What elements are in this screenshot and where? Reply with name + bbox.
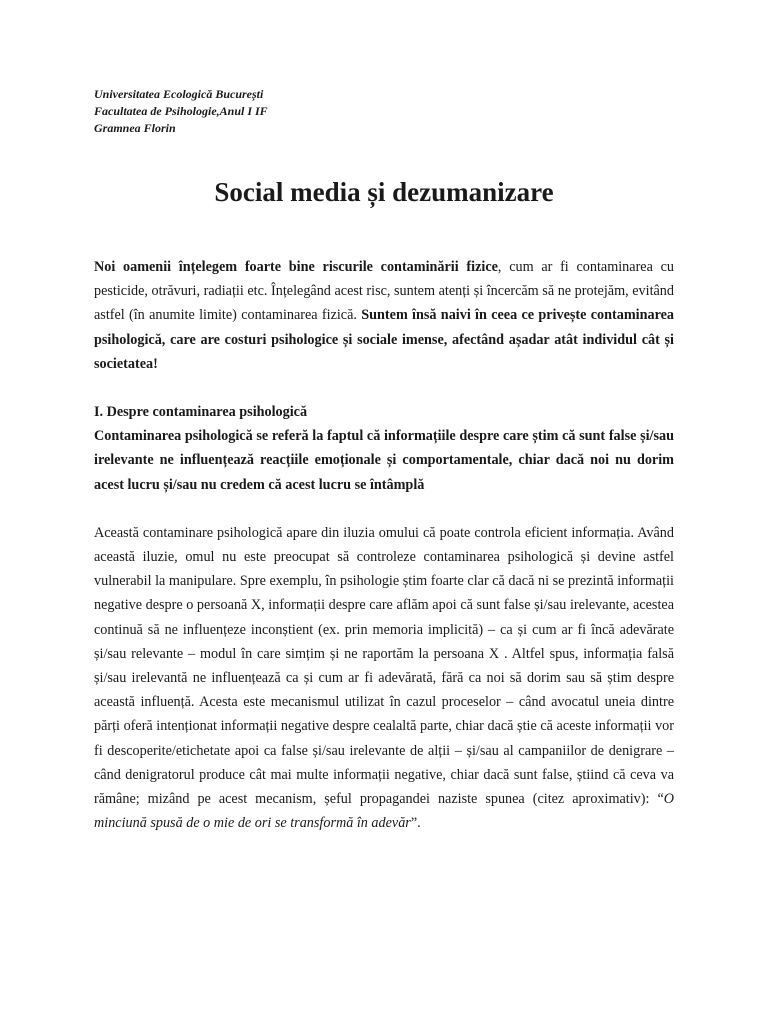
definition-paragraph bbox=[94, 424, 674, 497]
document-body bbox=[94, 255, 674, 835]
document-title: Social media și dezumanizare bbox=[214, 177, 554, 207]
author-name: Gramnea Florin bbox=[94, 121, 176, 135]
body-paragraph bbox=[94, 521, 674, 836]
intro-bold-tail: Suntem însă naivi în ceea ce privește contaminarea psihologică, care are costuri psihologice și sociale imense, afectând așadar atât individul cât și societatea! bbox=[94, 307, 674, 372]
intro-bold-lead: Noi oamenii înțelegem foarte bine riscurile contaminării fizice bbox=[94, 259, 498, 275]
quote-text: O minciună spusă de o mie de ori se transformă în adevăr bbox=[94, 791, 674, 832]
document-header bbox=[94, 86, 594, 137]
university-name: Universitatea Ecologică București bbox=[94, 87, 264, 101]
intro-paragraph bbox=[94, 255, 674, 376]
body-paragraph-text: Această contaminare psihologică apare din iluzia omului că poate controla eficient informația. Având această iluzie, omul nu este preocupat să controleze contaminarea psihologică și devine astfel vulnerabil la manipulare. Spre exemplu, în psihologie știm foarte clar că dacă ni se prezintă informații negative despre o persoană X, informații despre care aflăm apoi că sunt false și/sau irelevante, acestea continuă să ne influențeze inconștient (ex. prin memoria implicită) – ca și cum ar fi încă adevărate și/sau relevante – modul în care simțim și ne raportăm la persoana X . Altfel spus, informația falsă și/sau irelevantă ne influențează ca și cum ar fi adevărată, fără ca noi să dorim sau să știm despre această influență. Acesta este mecanismul utilizat în cazul proceselor – când avocatul uneia dintre părți oferă intenționat informații negative despre cealaltă parte, chiar dacă știe că aceste informații vor fi descoperite/etichetate apoi ca false și/sau irelevante de alții – și/sau al campaniilor de denigrare – când denigratorul produce cât mai multe informații negative, chiar dacă sunt false, știind că ceva va rămâne; mizând pe acest mecanism, șeful propagandei naziste spunea (citez aproximativ): “ bbox=[94, 524, 674, 808]
quote-end: ”. bbox=[410, 815, 421, 832]
faculty-name: Facultatea de Psihologie,Anul I IF bbox=[94, 104, 268, 118]
intro-text: , cum ar fi contaminarea cu pesticide, otrăvuri, radiații etc. Înțelegând acest risc, suntem atenți și încercăm să ne protejăm, evitând astfel (în anumite limite) contaminarea fizică. bbox=[94, 259, 674, 324]
section-heading: I. Despre contaminarea psihologică bbox=[94, 404, 308, 421]
definition-text: Contaminarea psihologică se referă la faptul că informațiile despre care știm că sunt false și/sau irelevante ne influențează reacțiile emoționale și comportamentale, chiar dacă noi nu dorim acest lucru și/sau nu credem că acest lucru se întâmplă bbox=[94, 428, 674, 493]
